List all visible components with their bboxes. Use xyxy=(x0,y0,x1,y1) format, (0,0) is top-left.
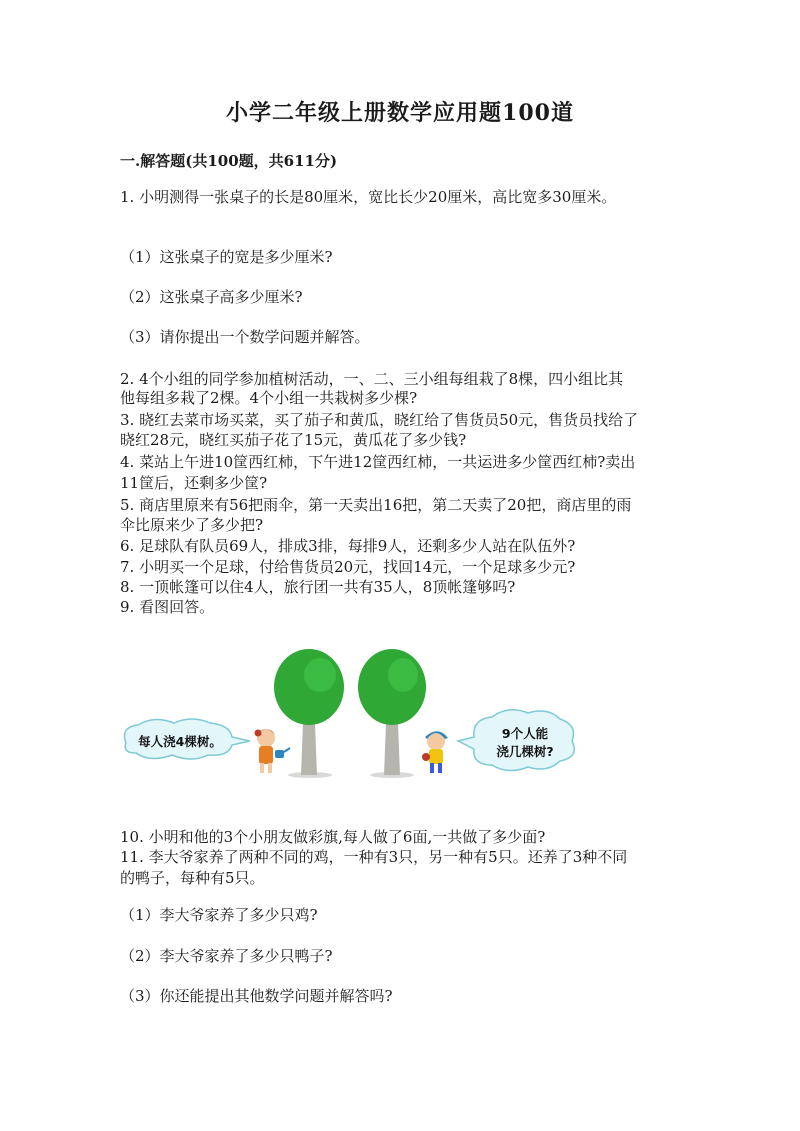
bubble-left-text: 每人浇4棵树。 xyxy=(138,734,222,749)
question-1: 1. 小明测得一张桌子的长是80厘米，宽比长少20厘米，高比宽多30厘米。 xyxy=(120,188,617,206)
question-11-line-2: 的鸭子，每种有5只。 xyxy=(120,869,265,887)
question-1-part-2: （2）这张桌子高多少厘米? xyxy=(120,288,303,306)
tree-right xyxy=(358,649,426,775)
question-11-part-2: （2）李大爷家养了多少只鸭子? xyxy=(120,947,333,965)
question-3-line-2: 晓红28元，晓红买茄子花了15元，黄瓜花了多少钱? xyxy=(120,431,467,449)
question-2-line-2: 他每组多栽了2棵。4个小组一共栽树多少棵? xyxy=(120,389,418,407)
question-6: 6. 足球队有队员69人，排成3排，每排9人，还剩多少人站在队伍外? xyxy=(120,537,576,555)
question-10: 10. 小明和他的3个小朋友做彩旗,每人做了6面,一共做了多少面? xyxy=(120,828,546,846)
girl-figure xyxy=(255,729,291,773)
trees-watering-illustration xyxy=(120,645,580,790)
page-title: 小学二年级上册数学应用题100道 xyxy=(226,100,574,126)
question-2-line-1: 2. 4个小组的同学参加植树活动，一、二、三小组每组栽了8棵，四小组比其 xyxy=(120,370,624,388)
question-1-part-3: （3）请你提出一个数学问题并解答。 xyxy=(120,328,370,346)
bubble-right-text-2: 浇几棵树? xyxy=(496,744,554,759)
question-4-line-2: 11筐后，还剩多少筐? xyxy=(120,474,268,492)
speech-bubble-left xyxy=(125,719,251,759)
bubble-right-text-1: 9个人能 xyxy=(501,726,549,741)
question-4-line-1: 4. 菜站上午进10筐西红柿，下午进12筐西红柿，一共运进多少筐西红柿?卖出 xyxy=(120,453,636,471)
question-3-line-1: 3. 晓红去菜市场买菜，买了茄子和黄瓜，晓红给了售货员50元，售货员找给了 xyxy=(120,411,639,429)
question-11-part-3: （3）你还能提出其他数学问题并解答吗? xyxy=(120,987,393,1005)
question-7: 7. 小明买一个足球，付给售货员20元，找回14元，一个足球多少元? xyxy=(120,558,576,576)
question-8: 8. 一顶帐篷可以住4人，旅行团一共有35人，8顶帐篷够吗? xyxy=(120,578,516,596)
section-heading: 一.解答题(共100题，共611分) xyxy=(120,152,338,170)
question-9: 9. 看图回答。 xyxy=(120,598,215,616)
tree-left xyxy=(274,649,344,775)
question-5-line-2: 伞比原来少了多少把? xyxy=(120,516,264,534)
question-1-part-1: （1）这张桌子的宽是多少厘米? xyxy=(120,248,333,266)
boy-figure xyxy=(422,731,448,773)
speech-bubble-right xyxy=(458,710,574,771)
question-5-line-1: 5. 商店里原来有56把雨伞，第一天卖出16把，第二天卖了20把，商店里的雨 xyxy=(120,496,632,514)
question-11-line-1: 11. 李大爷家养了两种不同的鸡，一种有3只，另一种有5只。还养了3种不同 xyxy=(120,848,628,866)
question-11-part-1: （1）李大爷家养了多少只鸡? xyxy=(120,906,318,924)
